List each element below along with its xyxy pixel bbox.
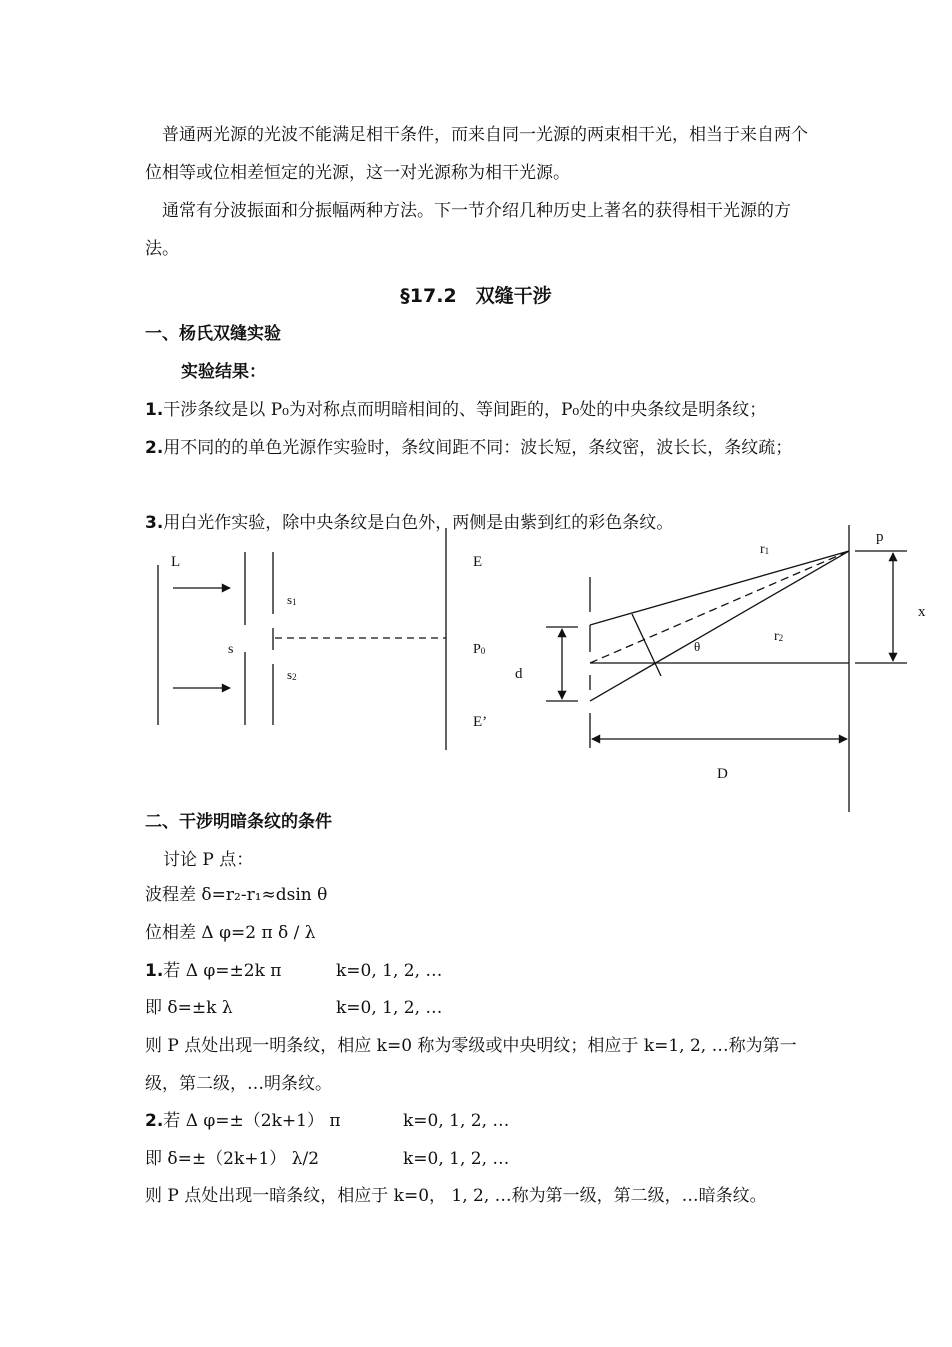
condition-1-path: 即 δ=±k λ bbox=[145, 998, 233, 1018]
center-ray-dashed bbox=[590, 551, 849, 663]
label-s: s bbox=[228, 642, 234, 657]
condition-1-number: 1. bbox=[145, 961, 164, 981]
condition-2-path: 即 δ=±（2k+1） λ/2 bbox=[145, 1149, 320, 1169]
label-E: E bbox=[473, 554, 483, 570]
result-3-text: 用白光作实验，除中央条纹是白色外，两侧是由紫到红的彩色条纹。 bbox=[163, 513, 674, 533]
label-r2: r2 bbox=[774, 629, 784, 644]
result-1-number: 1. bbox=[145, 400, 164, 420]
condition-2-path-k: k=0, 1, 2, … bbox=[403, 1149, 510, 1169]
section-title: §17.2 双缝干涉 bbox=[400, 285, 552, 307]
part1-subheading: 实验结果： bbox=[181, 362, 266, 382]
label-r1: r1 bbox=[760, 542, 770, 557]
ray-r1 bbox=[590, 551, 849, 625]
condition-1-phase-k: k=0, 1, 2, … bbox=[336, 961, 443, 981]
label-D: D bbox=[717, 766, 728, 782]
label-s1: s1 bbox=[287, 592, 297, 607]
label-theta: θ bbox=[694, 639, 701, 654]
label-P0: P0 bbox=[473, 642, 486, 657]
intro-paragraph-1: 普通两光源的光波不能满足相干条件，而来自同一光源的两束相干光，相当于来自两个位相等或位相差恒定的光源，这一对光源称为相干光源。 bbox=[145, 125, 808, 183]
label-d: d bbox=[515, 666, 523, 682]
condition-2-phase-k: k=0, 1, 2, … bbox=[403, 1111, 510, 1131]
path-difference-perpendicular bbox=[632, 614, 661, 676]
part1-heading: 一、杨氏双缝实验 bbox=[145, 324, 281, 344]
condition-1-path-k: k=0, 1, 2, … bbox=[336, 998, 443, 1018]
label-p: p bbox=[876, 529, 884, 545]
label-x: x bbox=[918, 604, 926, 620]
result-1-text: 干涉条纹是以 P₀为对称点而明暗相间的、等间距的，P₀处的中央条纹是明条纹； bbox=[163, 400, 767, 420]
intro-paragraph-2: 通常有分波振面和分振幅两种方法。下一节介绍几种历史上著名的获得相干光源的方法。 bbox=[145, 201, 791, 259]
path-difference: 波程差 δ=r₂-r₁≈dsin θ bbox=[145, 885, 328, 905]
phase-difference: 位相差 Δ φ=2 π δ / λ bbox=[145, 923, 316, 943]
ray-r2 bbox=[590, 551, 849, 701]
condition-1-result: 则 P 点处出现一明条纹，相应 k=0 称为零级或中央明纹；相应于 k=1, 2, …称为第一级，第二级，…明条纹。 bbox=[145, 1036, 797, 1094]
result-2-number: 2. bbox=[145, 438, 164, 458]
label-L: L bbox=[171, 554, 181, 570]
condition-1-phase: 1.若 Δ φ=±2k π bbox=[145, 961, 282, 981]
discuss-point-p: 讨论 P 点： bbox=[163, 850, 254, 870]
result-3-number: 3. bbox=[145, 513, 164, 533]
label-s2: s2 bbox=[287, 667, 297, 682]
condition-2-number: 2. bbox=[145, 1111, 164, 1131]
part2-heading: 二、干涉明暗条纹的条件 bbox=[145, 812, 332, 832]
result-2-text: 用不同的的单色光源作实验时，条纹间距不同：波长短，条纹密，波长长，条纹疏； bbox=[163, 438, 793, 458]
condition-2-result: 则 P 点处出现一暗条纹，相应于 k=0， 1, 2, …称为第一级，第二级，…暗条纹。 bbox=[145, 1186, 767, 1206]
condition-2-phase: 2.若 Δ φ=±（2k+1） π bbox=[145, 1111, 341, 1131]
label-E-prime: E’ bbox=[473, 714, 488, 730]
